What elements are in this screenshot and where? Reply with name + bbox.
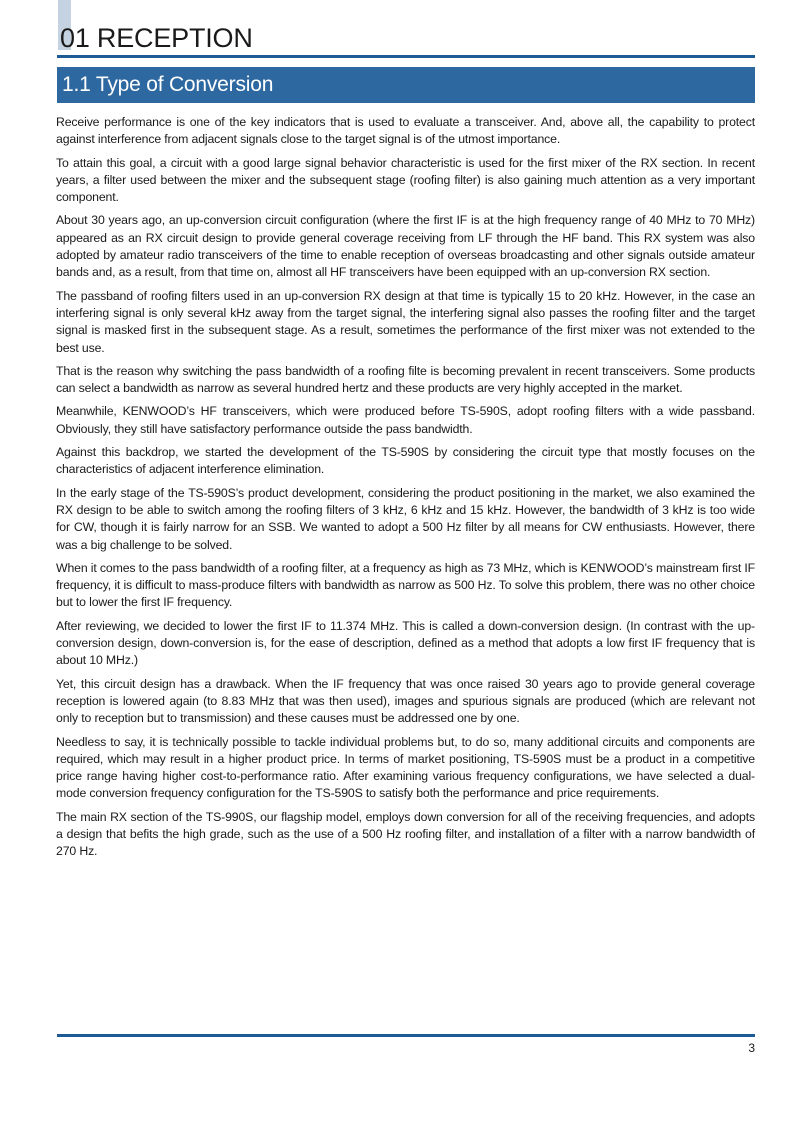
paragraph: About 30 years ago, an up-conversion circuit configuration (where the first IF is at the high frequency range of 40 MHz to 70 MHz) appeared as an RX circuit design to provide general coverage receiving from LF through the HF band. This RX system was also adopted by amateur radio transceivers of the time to enable reception of overseas broadcasting and other signals outside amateur bands and, as a result, from that time on, almost all HF transceivers have been equipped with an up-conversion RX section. — [56, 213, 755, 280]
body-text — [56, 114, 755, 867]
chapter-title: 01 RECEPTION — [60, 23, 253, 53]
paragraph: After reviewing, we decided to lower the first IF to 11.374 MHz. This is called a down-conversion design. (In contrast with the up-conversion design, down-conversion is, for the ease of description, defined as a method that adopts a low first IF frequency that is about 10 MHz.) — [56, 618, 755, 668]
paragraph: Receive performance is one of the key indicators that is used to evaluate a transceiver. And, above all, the capability to protect against interference from adjacent signals close to the target signal is of the utmost importance. — [56, 115, 755, 147]
paragraph: Needless to say, it is technically possible to tackle individual problems but, to do so, many additional circuits and components are required, which may result in a higher product price. In terms of market positioning, TS-590S must be a product in a competitive price range having higher cost-to-performance ratio. After examining various frequency configurations, we have selected a dual-mode conversion frequency configuration for the TS-590S to satisfy both the performance and price requirements. — [56, 734, 755, 801]
footer-divider — [57, 1034, 755, 1037]
page-number: 3 — [748, 1041, 755, 1055]
paragraph: Against this backdrop, we started the development of the TS-590S by considering the circuit type that mostly focuses on the characteristics of adjacent interference elimination. — [56, 445, 755, 477]
paragraph: Meanwhile, KENWOOD’s HF transceivers, which were produced before TS-590S, adopt roofing filters with a wide passband. Obviously, they still have satisfactory performance outside the pass bandwidth. — [56, 404, 755, 436]
section-header-bar — [57, 67, 755, 103]
paragraph: That is the reason why switching the pass bandwidth of a roofing filte is becoming prevalent in recent transceivers. Some products can select a bandwidth as narrow as several hundred hertz and these products are very highly accepted in the market. — [56, 363, 755, 396]
paragraph: The main RX section of the TS-990S, our flagship model, employs down conversion for all of the receiving frequencies, and adopts a design that befits the high grade, such as the use of a 500 Hz roofing filter, and installation of a filter with a narrow bandwidth of 270 Hz. — [56, 809, 755, 859]
section-title: 1.1 Type of Conversion — [62, 73, 274, 96]
paragraph: Yet, this circuit design has a drawback. When the IF frequency that was once raised 30 years ago to provide general coverage reception is lowered again (to 8.83 MHz that was then used), images and spurious signals are produced (which are relevant not only to reception but to transmission) and these causes must be addressed one by one. — [56, 676, 755, 726]
paragraph: When it comes to the pass bandwidth of a roofing filter, at a frequency as high as 73 MHz, which is KENWOOD’s mainstream first IF frequency, it is difficult to mass-produce filters with bandwidth as narrow as 500 Hz. To solve this problem, there was no other choice but to lower the first IF frequency. — [56, 560, 755, 610]
paragraph: In the early stage of the TS-590S’s product development, considering the product positioning in the market, we also examined the RX design to be able to switch among the roofing filters of 3 kHz, 6 kHz and 15 kHz. However, the bandwidth of 3 kHz is too wide for CW, though it is fairly narrow for an SSB. We wanted to adopt a 500 Hz filter by all means for CW enthusiasts. However, there was a big challenge to be solved. — [56, 485, 755, 552]
paragraph: The passband of roofing filters used in an up-conversion RX design at that time is typically 15 to 20 kHz. However, in the case an interfering signal is only several kHz away from the target signal, the interfering signal also passes the roofing filter and the target signal is masked first in the subsequent stage. As a result, sometimes the performance of the first mixer was not extended to the best use. — [56, 288, 755, 355]
chapter-divider — [57, 55, 755, 58]
paragraph: To attain this goal, a circuit with a good large signal behavior characteristic is used for the first mixer of the RX section. In recent years, a filter used between the mixer and the subsequent stage (roofing filter) is also gaining much attention as a very important component. — [56, 155, 755, 205]
